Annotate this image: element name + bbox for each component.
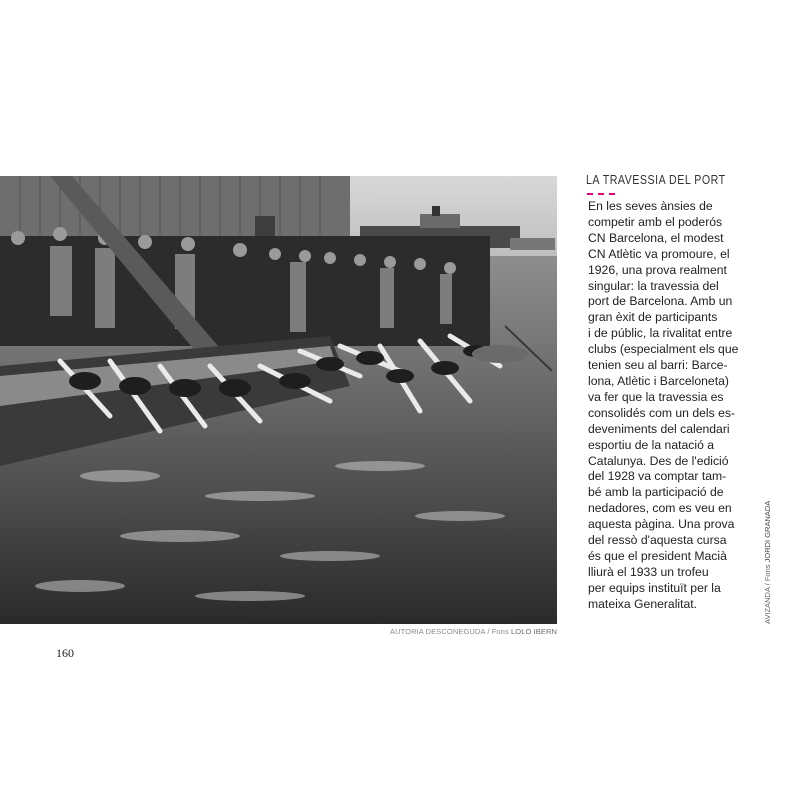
body-line: port de Barcelona. Amb un [588,294,733,309]
article-body [588,199,739,613]
page-number: 160 [56,646,74,660]
body-line: esportiu de la natació a [588,437,715,452]
photo-credit-separator: / [487,627,490,636]
side-credit-separator: / [763,583,772,586]
side-credit-prefix: AVIZANDA [763,587,772,624]
article-heading: LA TRAVESSIA DEL PORT [586,172,726,187]
body-line: competir amb el poderós [588,214,723,229]
body-line: bé amb la participació de [588,485,724,500]
side-credit-source: JORDI GRANADA [763,500,772,563]
body-line: CN Atlètic va promoure, el [588,246,730,261]
body-line: del ressò d'aquesta cursa [588,533,727,548]
archival-photo-swimmers-diving [0,176,557,624]
photo-credit [300,627,557,636]
photo-credit-source: LOLO IBERN [510,627,557,636]
heading-accent-rule [587,193,615,195]
photo-credit-author: AUTORIA DESCONEGUDA [390,627,486,636]
body-line: Catalunya. Des de l'edició [588,453,729,468]
body-line: clubs (especialment els que [588,342,739,357]
photo-illustration [0,176,557,624]
photo-credit-source-prefix: Fons [491,627,509,636]
body-line: singular: la travessia del [588,278,719,293]
body-line: nedadores, com es veu en [588,501,732,516]
body-line: tenien seu al barri: Barce- [588,358,728,373]
body-line: lona, Atlètic i Barceloneta) [588,373,729,388]
body-line: En les seves ànsies de [588,199,713,213]
side-credit-source-prefix: Fons [763,564,772,582]
body-line: és que el president Macià [588,548,727,563]
body-line: va fer que la travessia es [588,389,724,404]
body-line: 1926, una prova realment [588,262,727,277]
body-line: CN Barcelona, el modest [588,230,724,245]
body-line: aquesta pàgina. Una prova [588,517,735,532]
body-line: mateixa Generalitat. [588,596,698,611]
body-line: deveniments del calendari [588,421,730,436]
side-photo-credit [763,501,772,624]
body-line: del 1928 va comptar tam- [588,469,727,484]
body-line: gran èxit de participants [588,310,718,325]
body-line: per equips instituït per la [588,580,721,595]
body-line: consolidés com un dels es- [588,405,735,420]
body-line: lliurà el 1933 un trofeu [588,564,709,579]
body-line: i de públic, la rivalitat entre [588,326,733,341]
